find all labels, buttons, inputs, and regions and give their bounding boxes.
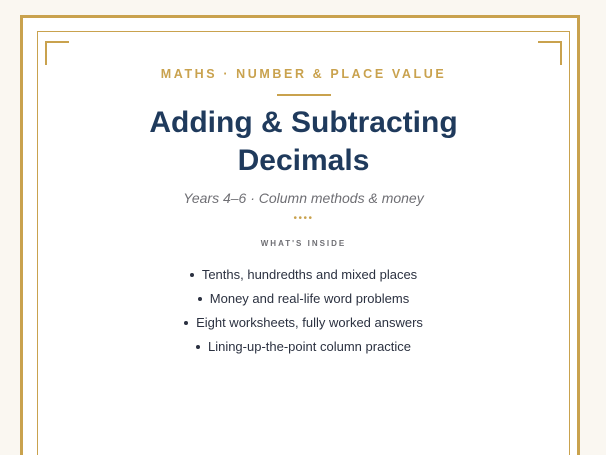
bullet-icon	[184, 321, 188, 325]
page-subtitle: Years 4–6 · Column methods & money	[183, 190, 424, 206]
bullet-icon	[196, 345, 200, 349]
list-item	[37, 311, 570, 335]
eyebrow-divider	[277, 94, 331, 96]
dot-divider: ••••	[293, 213, 314, 224]
list-item-text: Eight worksheets, fully worked answers	[196, 315, 423, 330]
list-item-text: Money and real-life word problems	[209, 291, 410, 306]
list-item-text: Lining-up-the-point column practice	[207, 339, 412, 354]
whats-inside-label: WHAT'S INSIDE	[260, 239, 347, 248]
bullet-icon	[198, 297, 202, 301]
bullet-icon	[190, 273, 194, 277]
list-item	[37, 335, 570, 359]
subject-eyebrow: MATHS · NUMBER & PLACE VALUE	[160, 67, 447, 81]
page-title: Adding & Subtracting Decimals	[149, 106, 458, 177]
contents-list	[37, 263, 570, 359]
list-item-text: Tenths, hundredths and mixed places	[201, 267, 418, 282]
list-item	[37, 263, 570, 287]
cover-content	[37, 31, 570, 359]
list-item	[37, 287, 570, 311]
